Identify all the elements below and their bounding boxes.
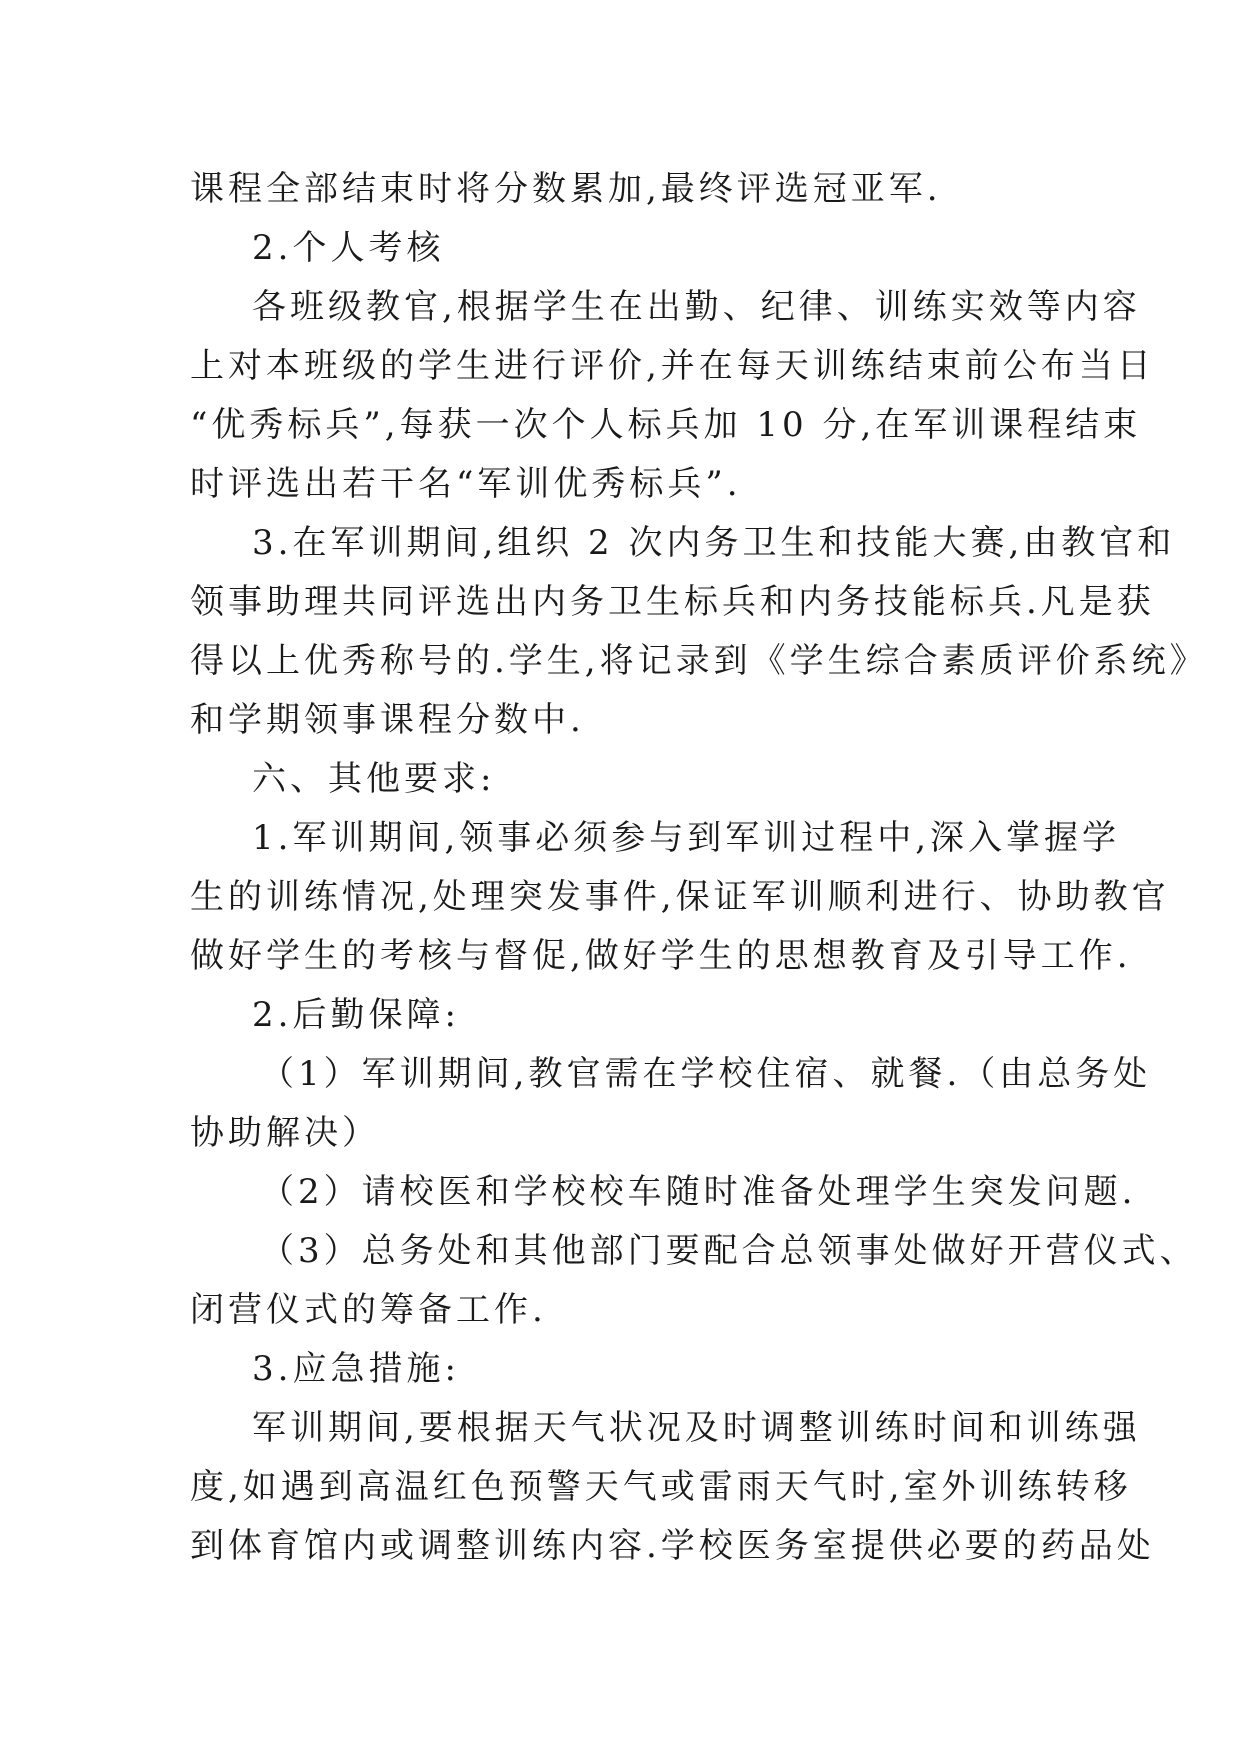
paragraph-line: 上对本班级的学生进行评价,并在每天训练结束前公布当日 bbox=[190, 346, 1155, 386]
paragraph-line: （2）请校医和学校校车随时准备处理学生突发问题. bbox=[260, 1172, 1137, 1212]
paragraph-line: 做好学生的考核与督促,做好学生的思想教育及引导工作. bbox=[190, 936, 1132, 976]
paragraph-line: “优秀标兵”,每获一次个人标兵加 10 分,在军训课程结束 bbox=[190, 405, 1142, 445]
paragraph-line: 和学期领事课程分数中. bbox=[190, 700, 585, 740]
paragraph-line: 3.在军训期间,组织 2 次内务卫生和技能大赛,由教官和 bbox=[252, 523, 1176, 563]
paragraph-line: （3）总务处和其他部门要配合总领事处做好开营仪式、 bbox=[260, 1231, 1198, 1271]
paragraph-line: 1.军训期间,领事必须参与到军训过程中,深入掌握学 bbox=[252, 818, 1121, 858]
paragraph-line: 各班级教官,根据学生在出勤、纪律、训练实效等内容 bbox=[252, 287, 1141, 327]
paragraph-line: 领事助理共同评选出内务卫生标兵和内务技能标兵.凡是获 bbox=[190, 582, 1155, 622]
section-heading: 六、其他要求: bbox=[252, 759, 496, 799]
paragraph-line: （1）军训期间,教官需在学校住宿、就餐.（由总务处 bbox=[260, 1054, 1152, 1094]
section-heading: 3.应急措施: bbox=[252, 1349, 460, 1389]
document-page bbox=[190, 160, 1208, 1576]
paragraph-line: 得以上优秀称号的.学生,将记录到《学生综合素质评价系统》 bbox=[190, 641, 1208, 681]
paragraph-line: 闭营仪式的筹备工作. bbox=[190, 1290, 547, 1330]
paragraph-line: 协助解决） bbox=[190, 1113, 380, 1153]
paragraph-line: 军训期间,要根据天气状况及时调整训练时间和训练强 bbox=[252, 1408, 1141, 1448]
paragraph-line: 度,如遇到高温红色预警天气或雷雨天气时,室外训练转移 bbox=[190, 1467, 1132, 1507]
section-heading: 2.后勤保障: bbox=[252, 995, 460, 1035]
paragraph-line: 生的训练情况,处理突发事件,保证军训顺利进行、协助教官 bbox=[190, 877, 1170, 917]
paragraph-line: 到体育馆内或调整训练内容.学校医务室提供必要的药品处 bbox=[190, 1526, 1155, 1566]
paragraph-line: 课程全部结束时将分数累加,最终评选冠亚军. bbox=[190, 169, 942, 209]
paragraph-line: 时评选出若干名“军训优秀标兵”. bbox=[190, 464, 742, 504]
section-heading: 2.个人考核 bbox=[252, 228, 445, 268]
